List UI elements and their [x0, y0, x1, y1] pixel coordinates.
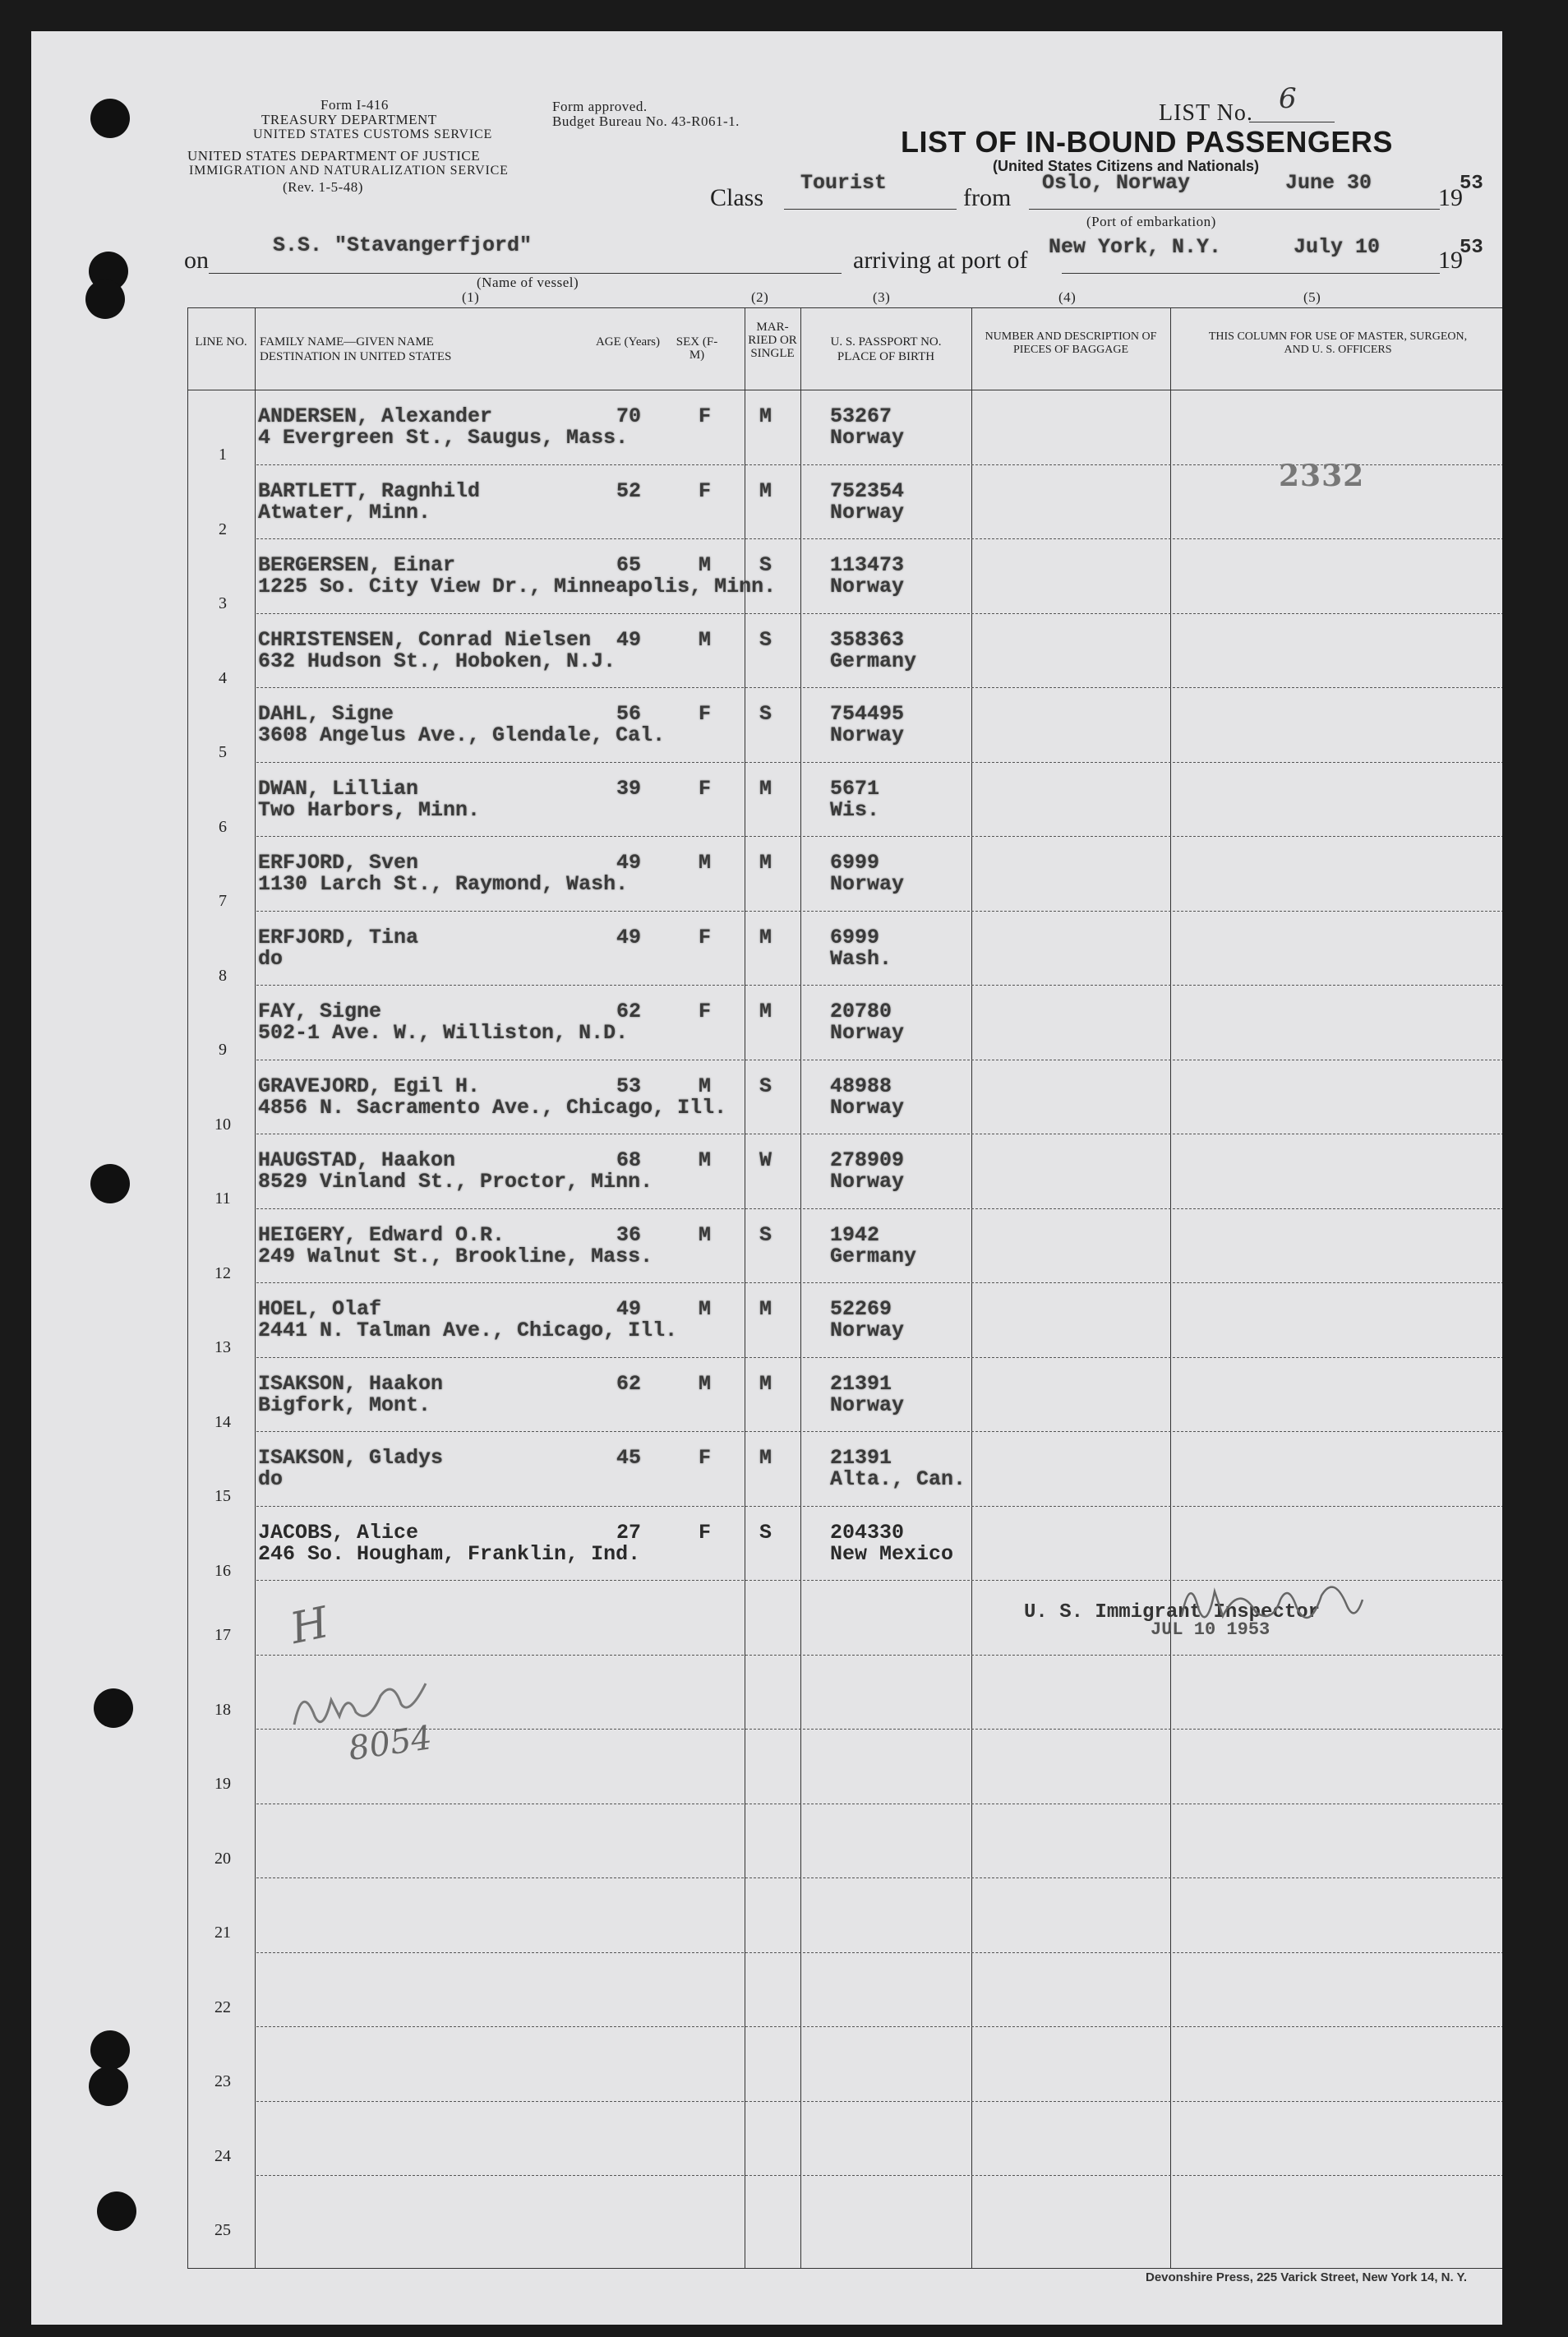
passenger-birthplace: Alta., Can. — [830, 1467, 966, 1491]
revision: (Rev. 1-5-48) — [283, 179, 363, 195]
passenger-sex: M — [699, 1223, 712, 1247]
passenger-marital: S — [759, 1223, 772, 1247]
passenger-name: HAUGSTAD, Haakon — [258, 1148, 456, 1172]
line-number: 22 — [214, 1998, 231, 2016]
passenger-age: 36 — [616, 1223, 642, 1247]
row-separator — [256, 911, 1502, 912]
line-number: 15 — [214, 1487, 231, 1505]
vessel-caption: (Name of vessel) — [477, 275, 579, 290]
stamp-date: JUL 10 1953 — [1151, 1619, 1271, 1640]
passenger-sex: F — [699, 404, 712, 428]
line-number: 18 — [214, 1701, 231, 1719]
line-number: 11 — [214, 1189, 231, 1208]
passenger-sex: F — [699, 926, 712, 949]
passenger-sex: M — [699, 1148, 712, 1172]
passenger-passport: 6999 — [830, 926, 880, 949]
passenger-marital: M — [759, 926, 772, 949]
row-separator — [256, 1952, 1502, 1953]
passenger-passport: 113473 — [830, 553, 905, 577]
passenger-age: 49 — [616, 1297, 642, 1321]
col-header-age: AGE (Years) — [595, 335, 661, 349]
passenger-passport: 52269 — [830, 1297, 892, 1321]
passenger-birthplace: Wis. — [830, 798, 880, 822]
binder-hole — [90, 1164, 130, 1203]
passenger-sex: M — [699, 628, 712, 652]
line-number: 2 — [219, 520, 227, 538]
line-number: 24 — [214, 2147, 231, 2165]
passenger-passport: 754495 — [830, 702, 905, 726]
passenger-age: 49 — [616, 851, 642, 875]
row-separator — [256, 762, 1502, 763]
passenger-destination: 3608 Angelus Ave., Glendale, Cal. — [258, 723, 666, 747]
col-num-1: (1) — [462, 289, 480, 305]
passenger-marital: M — [759, 851, 772, 875]
passenger-marital: M — [759, 404, 772, 428]
passenger-sex: F — [699, 1521, 712, 1545]
line-number: 21 — [214, 1924, 231, 1942]
passenger-age: 27 — [616, 1521, 642, 1545]
passenger-age: 53 — [616, 1074, 642, 1098]
passenger-destination: 8529 Vinland St., Proctor, Minn. — [258, 1170, 653, 1194]
passenger-passport: 278909 — [830, 1148, 905, 1172]
col-header-line: LINE NO. — [195, 335, 247, 349]
line-number: 19 — [214, 1775, 231, 1793]
passenger-age: 65 — [616, 553, 642, 577]
row-separator — [256, 1506, 1502, 1507]
col-header-name: FAMILY NAME—GIVEN NAME — [260, 335, 434, 349]
list-label: LIST No. — [1159, 100, 1253, 126]
passenger-marital: M — [759, 1297, 772, 1321]
row-separator — [256, 2101, 1502, 2102]
passenger-sex: M — [699, 1372, 712, 1396]
passenger-destination: 4 Evergreen St., Saugus, Mass. — [258, 426, 629, 450]
passenger-destination: do — [258, 947, 284, 971]
line-number: 10 — [214, 1115, 231, 1134]
passenger-sex: F — [699, 777, 712, 801]
passenger-destination: do — [258, 1467, 284, 1491]
line-number: 1 — [219, 446, 227, 464]
col-num-3: (3) — [873, 289, 891, 305]
row-separator — [256, 2026, 1502, 2027]
passenger-destination: 249 Walnut St., Brookline, Mass. — [258, 1245, 653, 1268]
passenger-passport: 358363 — [830, 628, 905, 652]
row-separator — [256, 1208, 1502, 1209]
printer-credit: Devonshire Press, 225 Varick Street, New York 14, N. Y. — [1146, 2270, 1468, 2284]
passenger-name: DWAN, Lillian — [258, 777, 419, 801]
passenger-sex: F — [699, 479, 712, 503]
passenger-age: 49 — [616, 926, 642, 949]
class-label: Class — [710, 184, 764, 211]
row-separator — [256, 985, 1502, 986]
line-number: 6 — [219, 818, 227, 836]
row-separator — [256, 836, 1502, 837]
passenger-destination: 1225 So. City View Dr., Minneapolis, Minn. — [258, 575, 777, 598]
binder-hole — [90, 99, 130, 138]
embark-date: June 30 — [1285, 171, 1372, 195]
passenger-sex: M — [699, 553, 712, 577]
passenger-marital: S — [759, 1074, 772, 1098]
manifest-page — [31, 31, 1502, 2325]
row-separator — [256, 613, 1502, 614]
binder-hole — [89, 2067, 128, 2106]
passenger-birthplace: Norway — [830, 1170, 905, 1194]
embark-port: Oslo, Norway — [1042, 171, 1191, 195]
passenger-destination: Atwater, Minn. — [258, 501, 431, 524]
line-number: 7 — [219, 892, 227, 910]
binder-hole — [85, 279, 125, 319]
treasury-dept: TREASURY DEPARTMENT — [261, 112, 437, 127]
line-number: 4 — [219, 669, 227, 687]
col-num-4: (4) — [1058, 289, 1077, 305]
passenger-birthplace: Norway — [830, 426, 905, 450]
binder-hole — [94, 1688, 133, 1728]
col-num-2: (2) — [751, 289, 769, 305]
row-separator — [256, 1357, 1502, 1358]
justice-dept: UNITED STATES DEPARTMENT OF JUSTICE — [187, 148, 481, 164]
passenger-name: HEIGERY, Edward O.R. — [258, 1223, 505, 1247]
passenger-destination: 632 Hudson St., Hoboken, N.J. — [258, 649, 616, 673]
handwritten-mark: H — [286, 1597, 334, 1655]
passenger-age: 39 — [616, 777, 642, 801]
col-header-officers: THIS COLUMN FOR USE OF MASTER, SURGEON, AND U. S. OFFICERS — [1208, 330, 1468, 356]
passenger-birthplace: Norway — [830, 872, 905, 896]
line-number: 3 — [219, 594, 227, 612]
row-separator — [256, 687, 1502, 688]
ins-service: IMMIGRATION AND NATURALIZATION SERVICE — [189, 164, 509, 178]
passenger-name: BERGERSEN, Einar — [258, 553, 456, 577]
passenger-birthplace: Norway — [830, 1096, 905, 1120]
row-separator — [256, 1431, 1502, 1432]
passenger-birthplace: New Mexico — [830, 1542, 954, 1566]
passenger-name: JACOBS, Alice — [258, 1521, 419, 1545]
from-label: from — [963, 184, 1012, 211]
line-number: 20 — [214, 1850, 231, 1868]
passenger-marital: S — [759, 702, 772, 726]
inspector-stamp: U. S. Immigrant Inspector — [1024, 1601, 1321, 1623]
manifest-table — [187, 307, 1502, 2269]
line-number: 17 — [214, 1626, 231, 1644]
line-number: 8 — [219, 967, 227, 985]
passenger-name: ISAKSON, Haakon — [258, 1372, 444, 1396]
passenger-passport: 21391 — [830, 1446, 892, 1470]
passenger-age: 52 — [616, 479, 642, 503]
col-header-birth: PLACE OF BIRTH — [837, 350, 935, 363]
embark-year: 53 — [1460, 173, 1483, 195]
col-header-passport: U. S. PASSPORT NO. — [830, 335, 942, 349]
col-num-5: (5) — [1303, 289, 1321, 305]
col-header-married: MAR- RIED OR SINGLE — [748, 321, 797, 360]
passenger-destination: 246 So. Hougham, Franklin, Ind. — [258, 1542, 641, 1566]
col-header-baggage: NUMBER AND DESCRIPTION OF PIECES OF BAGGAGE — [985, 330, 1157, 356]
line-number: 16 — [214, 1562, 231, 1580]
passenger-name: ERFJORD, Sven — [258, 851, 419, 875]
passenger-age: 56 — [616, 702, 642, 726]
row-separator — [256, 1877, 1502, 1878]
passenger-destination: 4856 N. Sacramento Ave., Chicago, Ill. — [258, 1096, 727, 1120]
passenger-destination: 502-1 Ave. W., Williston, N.D. — [258, 1021, 629, 1045]
arrival-port: New York, N.Y. — [1049, 235, 1222, 259]
page-subtitle: (United States Citizens and Nationals) — [993, 158, 1260, 174]
passenger-age: 49 — [616, 628, 642, 652]
budget-bureau: Budget Bureau No. 43-R061-1. — [552, 113, 740, 129]
customs-service: UNITED STATES CUSTOMS SERVICE — [253, 127, 493, 141]
arrival-year: 53 — [1460, 237, 1483, 259]
passenger-birthplace: Norway — [830, 723, 905, 747]
passenger-passport: 1942 — [830, 1223, 880, 1247]
row-separator — [256, 538, 1502, 539]
inspector-signature — [1165, 1567, 1379, 1657]
passenger-sex: F — [699, 1446, 712, 1470]
passenger-passport: 6999 — [830, 851, 880, 875]
passenger-marital: M — [759, 479, 772, 503]
passenger-birthplace: Norway — [830, 1393, 905, 1417]
passenger-age: 45 — [616, 1446, 642, 1470]
passenger-age: 70 — [616, 404, 642, 428]
page-title: LIST OF IN-BOUND PASSENGERS — [901, 125, 1393, 159]
passenger-name: ANDERSEN, Alexander — [258, 404, 493, 428]
passenger-name: FAY, Signe — [258, 1000, 382, 1023]
passenger-marital: M — [759, 1000, 772, 1023]
passenger-birthplace: Norway — [830, 1021, 905, 1045]
line-number: 25 — [214, 2221, 231, 2239]
passenger-passport: 48988 — [830, 1074, 892, 1098]
passenger-marital: M — [759, 1372, 772, 1396]
passenger-marital: S — [759, 628, 772, 652]
line-number: 13 — [214, 1338, 231, 1356]
passenger-age: 62 — [616, 1372, 642, 1396]
year-prefix: 19 — [1438, 247, 1463, 274]
line-number: 9 — [219, 1041, 227, 1059]
line-number: 23 — [214, 2072, 231, 2090]
form-number: Form I-416 — [321, 97, 389, 113]
binder-hole — [90, 2030, 130, 2070]
passenger-name: HOEL, Olaf — [258, 1297, 382, 1321]
passenger-age: 68 — [616, 1148, 642, 1172]
port-embark-caption: (Port of embarkation) — [1086, 214, 1216, 229]
list-number: 6 — [1279, 82, 1297, 115]
on-label: on — [184, 247, 209, 274]
passenger-marital: M — [759, 777, 772, 801]
passenger-marital: W — [759, 1148, 772, 1172]
class-value: Tourist — [800, 171, 888, 195]
passenger-name: ISAKSON, Gladys — [258, 1446, 444, 1470]
passenger-destination: Bigfork, Mont. — [258, 1393, 431, 1417]
passenger-marital: S — [759, 553, 772, 577]
row-separator — [256, 1282, 1502, 1283]
passenger-birthplace: Germany — [830, 1245, 917, 1268]
row-separator — [256, 2175, 1502, 2176]
passenger-passport: 5671 — [830, 777, 880, 801]
binder-hole — [97, 2192, 136, 2231]
handwritten-code: 8054 — [346, 1719, 435, 1768]
passenger-marital: S — [759, 1521, 772, 1545]
passenger-sex: M — [699, 851, 712, 875]
arriving-label: arriving at port of — [853, 247, 1028, 274]
passenger-name: ERFJORD, Tina — [258, 926, 419, 949]
passenger-passport: 752354 — [830, 479, 905, 503]
vessel-name: S.S. "Stavangerfjord" — [273, 233, 533, 257]
line-number: 14 — [214, 1413, 231, 1431]
passenger-sex: F — [699, 1000, 712, 1023]
passenger-age: 62 — [616, 1000, 642, 1023]
passenger-name: BARTLETT, Ragnhild — [258, 479, 481, 503]
passenger-birthplace: Germany — [830, 649, 917, 673]
passenger-birthplace: Norway — [830, 575, 905, 598]
passenger-passport: 204330 — [830, 1521, 905, 1545]
officer-number: 2332 — [1279, 459, 1365, 493]
passenger-sex: M — [699, 1297, 712, 1321]
passenger-sex: F — [699, 702, 712, 726]
passenger-name: DAHL, Signe — [258, 702, 394, 726]
line-number: 5 — [219, 743, 227, 761]
passenger-destination: 1130 Larch St., Raymond, Wash. — [258, 872, 629, 896]
arrival-date: July 10 — [1294, 235, 1381, 259]
passenger-passport: 21391 — [830, 1372, 892, 1396]
year-prefix: 19 — [1438, 184, 1463, 211]
form-approved: Form approved. — [552, 99, 648, 114]
passenger-destination: 2441 N. Talman Ave., Chicago, Ill. — [258, 1319, 678, 1342]
passenger-marital: M — [759, 1446, 772, 1470]
passenger-birthplace: Norway — [830, 501, 905, 524]
col-header-sex: SEX (F-M) — [676, 335, 718, 362]
passenger-passport: 53267 — [830, 404, 892, 428]
passenger-passport: 20780 — [830, 1000, 892, 1023]
passenger-sex: M — [699, 1074, 712, 1098]
passenger-destination: Two Harbors, Minn. — [258, 798, 481, 822]
col-header-dest: DESTINATION IN UNITED STATES — [260, 350, 452, 363]
passenger-birthplace: Norway — [830, 1319, 905, 1342]
passenger-birthplace: Wash. — [830, 947, 892, 971]
line-number: 12 — [214, 1264, 231, 1282]
passenger-name: GRAVEJORD, Egil H. — [258, 1074, 481, 1098]
passenger-name: CHRISTENSEN, Conrad Nielsen — [258, 628, 592, 652]
